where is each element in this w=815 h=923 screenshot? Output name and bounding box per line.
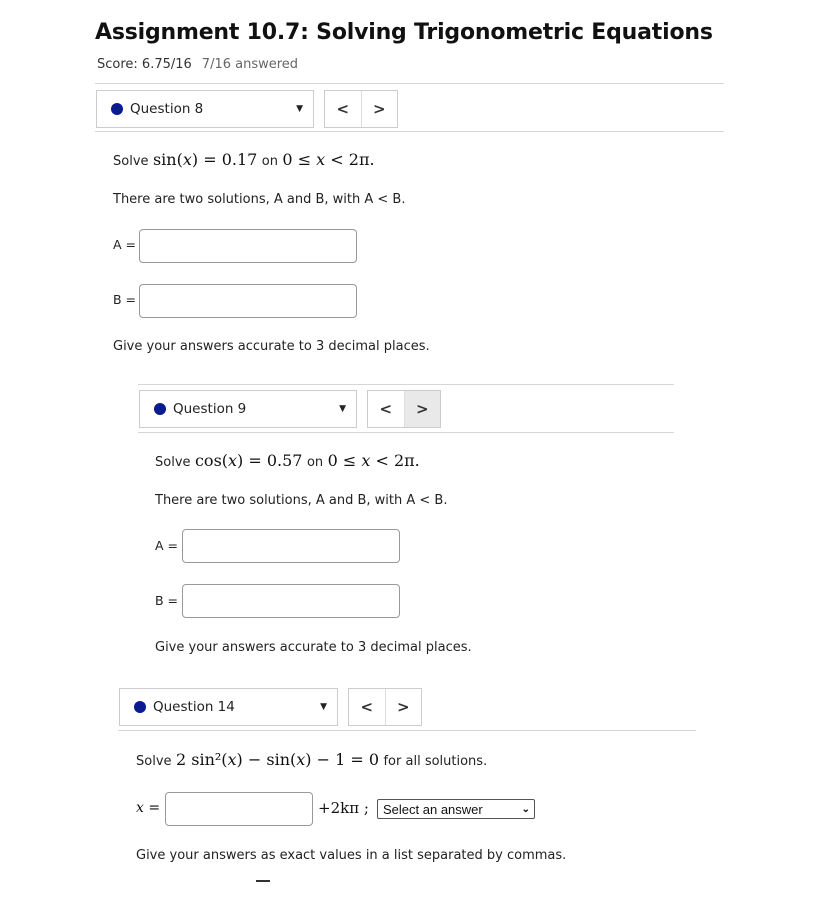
question-nav-q9 [367,390,441,428]
divider [95,83,724,84]
on-word: on [261,154,278,169]
q9-a-input[interactable] [182,529,400,563]
solve-word: Solve [136,754,172,769]
q8-instruction: Give your answers accurate to 3 decimal places. [113,339,430,354]
q9-info: There are two solutions, A and B, with A < B. [155,493,448,508]
previous-question-button[interactable]: < [336,100,350,118]
solve-word: Solve [155,455,191,470]
caret-down-icon: ▼ [320,702,327,712]
question-selector-q14[interactable] [119,688,338,726]
question-nav-q8 [324,90,398,128]
cursor-mark [256,880,270,882]
next-question-button[interactable]: > [404,391,441,427]
question-selector-q9[interactable] [139,390,357,428]
divider [118,730,696,731]
question-status-dot-icon [111,103,123,115]
q8-interval: 0 ≤ 𝑥 < 2π. [282,150,375,169]
q14-answer-select[interactable] [377,799,535,819]
divider [138,384,674,385]
q8-equation: sin(𝑥) = 0.17 [152,150,258,169]
answered-count: 7/16 answered [201,57,299,72]
q14-period-term: +2kπ ; [318,799,369,817]
previous-question-button[interactable]: < [360,698,374,716]
next-question-button[interactable]: > [385,689,422,725]
score-text: Score: 6.75/16 [97,57,192,72]
q8-info: There are two solutions, A and B, with A < B. [113,192,406,207]
q9-prompt [155,451,420,470]
q8-b-label: B = [113,292,137,307]
chevron-down-icon: ⌄ [521,803,530,815]
q8-prompt [113,150,375,169]
question-selector-label: Question 9 [173,401,247,417]
question-status-dot-icon [134,701,146,713]
question-selector-label: Question 8 [130,101,204,117]
caret-down-icon: ▼ [339,404,346,414]
divider [138,432,674,433]
divider [95,131,724,132]
caret-down-icon: ▼ [296,104,303,114]
score-line [97,57,298,72]
q8-a-input[interactable] [139,229,357,263]
q9-b-label: B = [155,593,179,608]
on-word: on [306,455,324,470]
q14-equation: 2 sin²(𝑥) − sin(𝑥) − 1 = 0 [175,750,380,769]
previous-question-button[interactable]: < [379,400,393,418]
next-question-button[interactable]: > [361,91,398,127]
q8-b-input[interactable] [139,284,357,318]
question-nav-q14 [348,688,422,726]
q8-a-label: A = [113,237,136,252]
q9-interval: 0 ≤ 𝑥 < 2π. [327,451,420,470]
q14-prompt [136,750,487,769]
q9-equation: cos(𝑥) = 0.57 [194,451,303,470]
x-label-text: 𝑥 = [136,800,161,816]
q14-suffix: for all solutions. [383,754,488,769]
assignment-title: Assignment 10.7: Solving Trigonometric Equations [95,20,713,45]
q14-instruction: Give your answers as exact values in a list separated by commas. [136,848,567,863]
question-selector-q8[interactable] [96,90,314,128]
question-status-dot-icon [154,403,166,415]
q9-b-input[interactable] [182,584,400,618]
select-value: Select an answer [383,801,483,817]
q14-x-input[interactable] [165,792,313,826]
q9-a-label: A = [155,538,178,553]
q9-instruction: Give your answers accurate to 3 decimal places. [155,640,472,655]
q14-x-label [136,800,160,816]
solve-word: Solve [113,154,149,169]
question-selector-label: Question 14 [153,699,235,715]
